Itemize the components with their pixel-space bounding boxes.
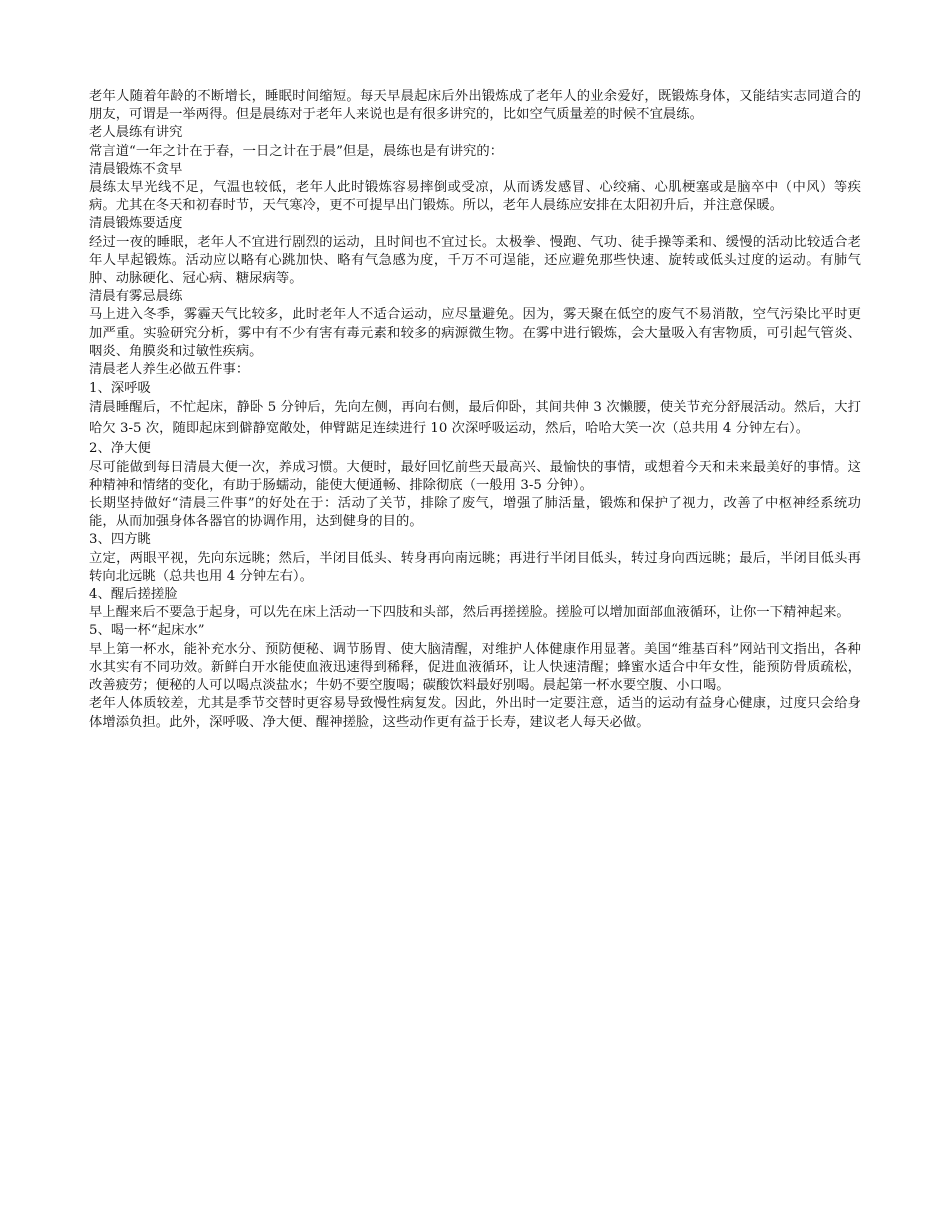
item-paragraph-bowel: 尽可能做到每日清晨大便一次，养成习惯。大便时，最好回忆前些天最高兴、最愉快的事情，或想着今天和未来最美好的事情。这种精神和情绪的变化，有助于肠蠕动，能使大便通畅、排除彻底（一般用 3-5 分钟）。	[89, 459, 861, 493]
item-paragraph-rub-face: 早上醒来后不要急于起身，可以先在床上活动一下四肢和头部，然后再搓搓脸。搓脸可以增加面部血液循环，让你一下精神起来。	[89, 605, 850, 621]
section-heading-five-things: 清晨老人养生必做五件事：	[89, 362, 250, 378]
item-paragraph-gaze: 立定，两眼平视，先向东远眺；然后，半闭目低头、转身再向南远眺；再进行半闭目低头，转过身向西远眺；最后，半闭目低头再转向北远眺（总共也用 4 分钟左右）。	[89, 550, 861, 584]
item-paragraph-three-things: 长期坚持做好“清晨三件事”的好处在于：活动了关节，排除了废气，增强了肺活量，锻炼和保护了视力，改善了中枢神经系统功能，从而加强身体各器官的协调作用，达到健身的目的。	[89, 496, 861, 530]
item-paragraph-deep-breath: 清晨睡醒后，不忙起床，静卧 5 分钟后，先向左侧，再向右侧，最后仰卧，其间共伸 3 次懒腰，使关节充分舒展活动。然后，大打哈欠 3-5 次，随即起床到僻静宽敞处，伸臂踮足连续进行 10 次深呼吸运动，然后，哈哈大笑一次（总共用 4 分钟左右）。	[89, 400, 861, 436]
tip-paragraph-fog: 马上进入冬季，雾霾天气比较多，此时老年人不适合运动，应尽量避免。因为，雾天聚在低空的废气不易消散，空气污染比平时更加严重。实验研究分析，雾中有不少有害有毒元素和较多的病源微生物。在雾中进行锻炼，会大量吸入有害物质，可引起气管炎、咽炎、角膜炎和过敏性疾病。	[89, 307, 861, 359]
item-heading-morning-water: 5、喝一杯“起床水”	[89, 623, 205, 639]
tip-paragraph-not-too-early: 晨练太早光线不足，气温也较低，老年人此时锻炼容易摔倒或受凉，从而诱发感冒、心绞痛、心肌梗塞或是脑卒中（中风）等疾病。尤其在冬天和初春时节，天气寒冷，更不可提早出门锻炼。所以，老年人晨练应安排在太阳初升后，并注意保暖。	[89, 180, 861, 214]
tip-heading-fog: 清晨有雾忌晨练	[89, 289, 183, 305]
tip-heading-moderate: 清晨锻炼要适度	[89, 216, 183, 232]
item-paragraph-morning-water: 早上第一杯水，能补充水分、预防便秘、调节肠胃、使大脑清醒，对维护人体健康作用显著。美国“维基百科”网站刊文指出，各种水其实有不同功效。新鲜白开水能使血液迅速得到稀释，促进血液循环，让人快速清醒；蜂蜜水适合中年女性，能预防骨质疏松，改善疲劳；便秘的人可以喝点淡盐水；牛奶不要空腹喝；碳酸饮料最好别喝。晨起第一杯水要空腹、小口喝。	[89, 641, 861, 694]
conclusion-paragraph: 老年人体质较差，尤其是季节交替时更容易导致慢性病复发。因此，外出时一定要注意，适当的运动有益身心健康，过度只会给身体增添负担。此外，深呼吸、净大便、醒神搓脸，这些动作更有益于长寿，建议老人每天必做。	[89, 696, 861, 730]
intro-paragraph: 老年人随着年龄的不断增长，睡眠时间缩短。每天早晨起床后外出锻炼成了老年人的业余爱好，既锻炼身体，又能结实志同道合的朋友，可谓是一举两得。但是晨练对于老年人来说也是有很多讲究的，比如空气质量差的时候不宜晨练。	[89, 89, 861, 123]
article-body	[89, 88, 861, 732]
item-heading-bowel: 2、净大便	[89, 441, 151, 457]
item-heading-deep-breath: 1、深呼吸	[89, 381, 151, 397]
section-lead-paragraph: 常言道“一年之计在于春，一日之计在于晨”但是，晨练也是有讲究的：	[89, 143, 504, 159]
section-heading-morning-exercise: 老人晨练有讲究	[89, 125, 183, 141]
tip-paragraph-moderate: 经过一夜的睡眠，老年人不宜进行剧烈的运动，且时间也不宜过长。太极拳、慢跑、气功、徒手操等柔和、缓慢的活动比较适合老年人早起锻炼。活动应以略有心跳加快、略有气急感为度，千万不可逞能，还应避免那些快速、旋转或低头过度的运动。有肺气肿、动脉硬化、冠心病、糖尿病等。	[89, 234, 861, 287]
tip-heading-not-too-early: 清晨锻炼不贪早	[89, 161, 183, 177]
item-heading-gaze: 3、四方眺	[89, 532, 151, 548]
item-heading-rub-face: 4、醒后搓搓脸	[89, 587, 178, 603]
